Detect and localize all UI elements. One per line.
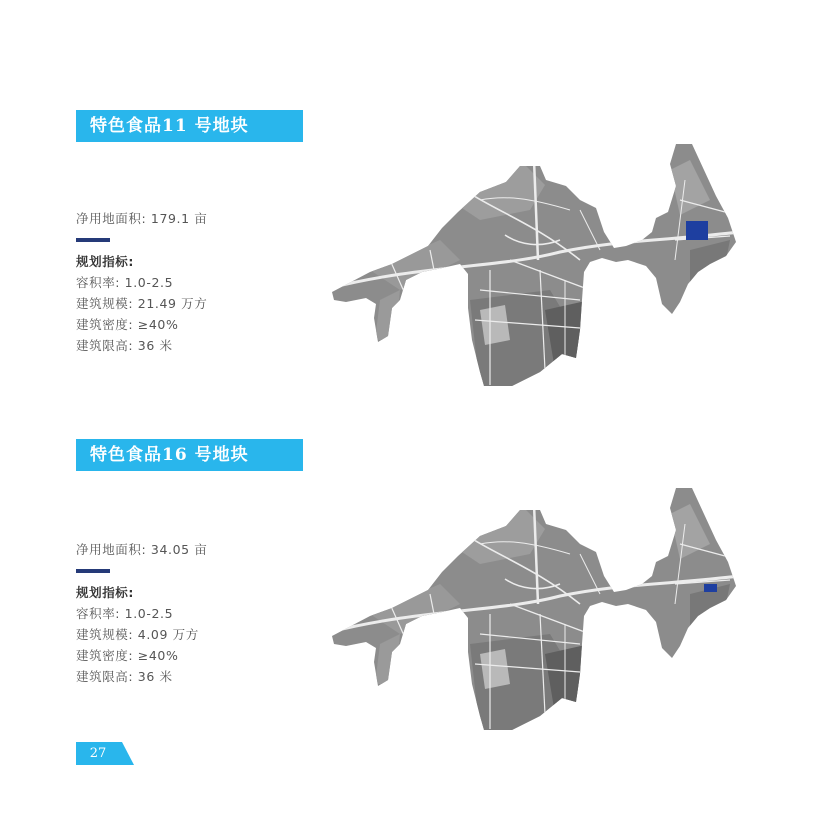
highlighted-parcel bbox=[704, 584, 717, 592]
indicator-plot-ratio: 容积率: 1.0-2.5 bbox=[76, 606, 174, 621]
location-map bbox=[330, 140, 740, 390]
page-number: 27 bbox=[89, 746, 107, 761]
net-land-area: 净用地面积: 179.1 亩 bbox=[76, 211, 208, 226]
indicator-building-scale: 建筑规模: 21.49 万方 bbox=[76, 296, 208, 311]
parcel-info bbox=[76, 208, 207, 356]
parcel-title-bar bbox=[76, 110, 303, 142]
indicator-building-scale: 建筑规模: 4.09 万方 bbox=[76, 627, 199, 642]
location-map bbox=[330, 484, 740, 734]
parcel-title-bar bbox=[76, 439, 303, 471]
net-land-area: 净用地面积: 34.05 亩 bbox=[76, 542, 208, 557]
indicator-height-limit: 建筑限高: 36 米 bbox=[76, 338, 173, 353]
indicator-height-limit: 建筑限高: 36 米 bbox=[76, 669, 173, 684]
indicators-heading: 规划指标: bbox=[76, 585, 134, 600]
parcel-title: 特色食品11 号地块 bbox=[90, 116, 249, 136]
page-number-tab bbox=[76, 742, 136, 765]
indicator-building-density: 建筑密度: ≥40% bbox=[76, 648, 179, 663]
indicator-plot-ratio: 容积率: 1.0-2.5 bbox=[76, 275, 174, 290]
indicators-heading: 规划指标: bbox=[76, 254, 134, 269]
divider-line bbox=[76, 569, 110, 573]
divider-line bbox=[76, 238, 110, 242]
highlighted-parcel bbox=[686, 221, 708, 240]
parcel-info bbox=[76, 539, 207, 687]
parcel-title: 特色食品16 号地块 bbox=[90, 445, 249, 465]
indicator-building-density: 建筑密度: ≥40% bbox=[76, 317, 179, 332]
